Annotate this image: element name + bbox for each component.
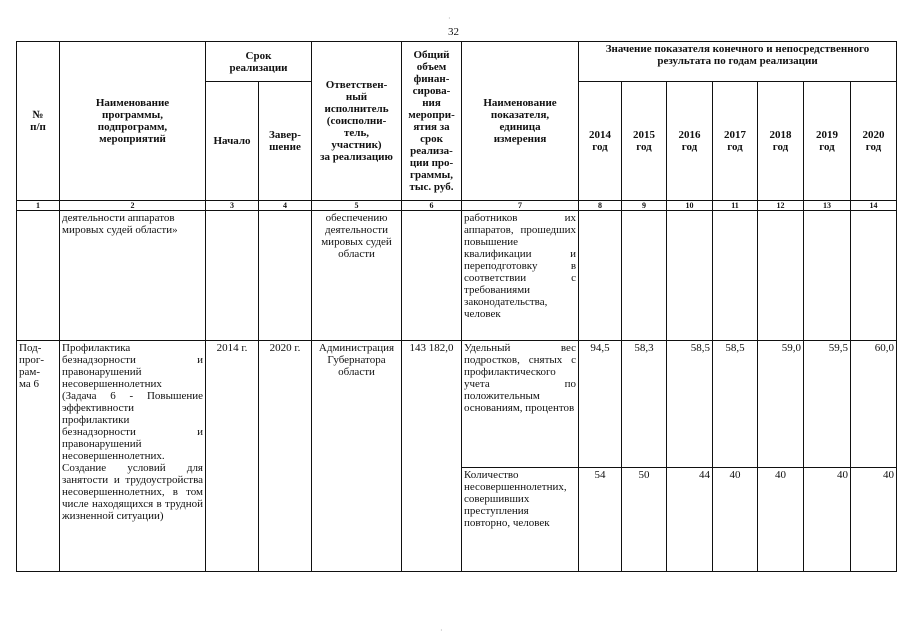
header-end: Завер- шение xyxy=(259,82,312,201)
column-number: 7 xyxy=(462,201,579,211)
column-number-row xyxy=(17,201,897,211)
header-num: № п/п xyxy=(17,42,60,201)
column-number: 9 xyxy=(622,201,667,211)
column-number: 10 xyxy=(667,201,713,211)
indicator-value-2015: 50 xyxy=(622,468,667,572)
column-number: 3 xyxy=(206,201,259,211)
column-number: 6 xyxy=(402,201,462,211)
header-year-2015: 2015 год xyxy=(622,82,667,201)
column-number: 11 xyxy=(713,201,758,211)
header-start: Начало xyxy=(206,82,259,201)
indicator-value-2017: 40 xyxy=(713,468,758,572)
indicator-value-2014: 94,5 xyxy=(579,341,622,468)
program-table xyxy=(16,41,897,572)
continuation-end xyxy=(259,211,312,341)
column-number: 4 xyxy=(259,201,312,211)
column-number: 2 xyxy=(60,201,206,211)
header-year-2018: 2018 год xyxy=(758,82,804,201)
indicator-name: Количество несовершеннолетних, совершивших преступления повторно, человек xyxy=(462,468,579,572)
subprogram-volume: 143 182,0 xyxy=(402,341,462,572)
header-period: Срок реализации xyxy=(206,42,312,82)
header-row-1 xyxy=(17,42,897,82)
header-volume: Общий объем финан- сирова- ния меропри- ятия за срок реализа- ции про- граммы, тыс. руб. xyxy=(402,42,462,201)
page-number: 32 xyxy=(448,26,459,38)
column-number: 5 xyxy=(312,201,402,211)
header-values-group: Значение показателя конечного и непосредственного результата по годам реализации xyxy=(579,42,897,82)
subprogram-start: 2014 г. xyxy=(206,341,259,572)
continuation-executor: обеспечению деятельности мировых судей области xyxy=(312,211,402,341)
subprogram-name: Профилактика безнадзорности и правонарушений несовершеннолетних (Задача 6 - Повышение эффективности профилактики безнадзорности и правонарушений несовершеннолетних. Создание условий для занятости и трудоустройства несовершеннолетних, в том числе находящихся в трудной жизненной ситуации) xyxy=(60,341,206,572)
subprogram-end: 2020 г. xyxy=(259,341,312,572)
continuation-start xyxy=(206,211,259,341)
header-year-2020: 2020 год xyxy=(851,82,897,201)
indicator-name: Удельный вес подростков, снятых с профилактического учета по положительным основаниям, процентов xyxy=(462,341,579,468)
continuation-indicator: работников их аппаратов, прошедших повышение квалификации и переподготовку в соответствии с требованиями законодательства, человек xyxy=(462,211,579,341)
subprogram-row-1 xyxy=(17,341,897,468)
header-year-2014: 2014 год xyxy=(579,82,622,201)
header-indicator: Наименование показателя, единица измерения xyxy=(462,42,579,201)
header-executor: Ответствен- ный исполнитель (соисполни- тель, участник) за реализацию xyxy=(312,42,402,201)
indicator-value-2020: 60,0 xyxy=(851,341,897,468)
scan-speck: · xyxy=(448,14,451,23)
column-number: 12 xyxy=(758,201,804,211)
column-number: 13 xyxy=(804,201,851,211)
header-year-2019: 2019 год xyxy=(804,82,851,201)
column-number: 8 xyxy=(579,201,622,211)
subprogram-executor: Администрация Губернатора области xyxy=(312,341,402,572)
indicator-value-2018: 40 xyxy=(758,468,804,572)
indicator-value-2018: 59,0 xyxy=(758,341,804,468)
subprogram-num: Под- прог- рам- ма 6 xyxy=(17,341,60,572)
indicator-value-2015: 58,3 xyxy=(622,341,667,468)
continuation-num xyxy=(17,211,60,341)
indicator-value-2016: 58,5 xyxy=(667,341,713,468)
continuation-row xyxy=(17,211,897,341)
header-year-2017: 2017 год xyxy=(713,82,758,201)
column-number: 14 xyxy=(851,201,897,211)
column-number: 1 xyxy=(17,201,60,211)
scan-speck: · xyxy=(440,626,443,635)
indicator-value-2017: 58,5 xyxy=(713,341,758,468)
indicator-value-2019: 40 xyxy=(804,468,851,572)
header-name: Наименование программы, подпрограмм, мероприятий xyxy=(60,42,206,201)
indicator-value-2020: 40 xyxy=(851,468,897,572)
indicator-value-2016: 44 xyxy=(667,468,713,572)
indicator-value-2019: 59,5 xyxy=(804,341,851,468)
indicator-value-2014: 54 xyxy=(579,468,622,572)
continuation-name: деятельности аппаратов мировых судей области» xyxy=(60,211,206,341)
continuation-volume xyxy=(402,211,462,341)
header-year-2016: 2016 год xyxy=(667,82,713,201)
